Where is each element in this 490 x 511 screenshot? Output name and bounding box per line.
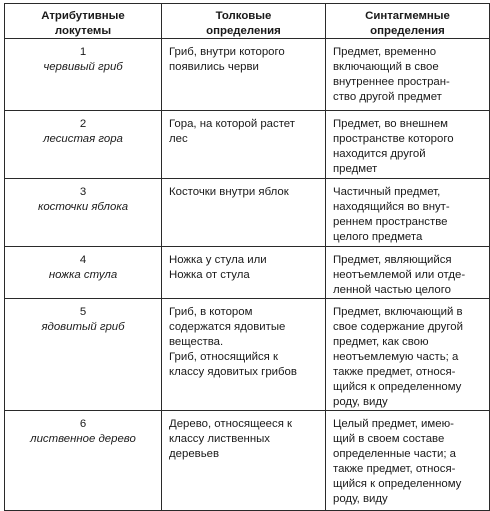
explanatory-definition-cell — [162, 179, 326, 247]
definition-line: роду, виду — [333, 493, 388, 505]
definition-line: включающий в свое — [333, 61, 439, 73]
explanatory-definition-cell — [162, 299, 326, 411]
definition-line: внутреннее простран- — [333, 76, 450, 88]
header-line: Атрибутивные — [41, 10, 125, 22]
definition-line: реннем пространстве — [333, 216, 448, 228]
locuteme-term: лесистая гора — [43, 133, 123, 145]
locuteme-cell — [5, 411, 162, 511]
syntagmeme-definition-cell — [326, 411, 490, 511]
definition-line: находящийся во внут- — [333, 201, 450, 213]
definition-line: классу ядовитых грибов — [169, 366, 297, 378]
table-row — [5, 299, 490, 411]
row-number: 1 — [79, 46, 87, 58]
explanatory-definition-cell — [162, 247, 326, 299]
definition-line: Частичный предмет, — [333, 186, 441, 198]
row-number: 5 — [79, 306, 87, 318]
syntagmeme-definition-cell — [326, 179, 490, 247]
definition-line: ство другой предмет — [333, 91, 442, 103]
syntagmeme-definition-cell — [326, 247, 490, 299]
explanatory-definition-cell — [162, 411, 326, 511]
definition-line: вещества. — [169, 336, 224, 348]
definition-line: щийся к определенному — [333, 381, 462, 393]
definition-line: Гриб, относящийся к — [169, 351, 278, 363]
definitions-table — [4, 3, 490, 511]
definition-line: Гриб, внутри которого — [169, 46, 285, 58]
header-syntagmeme-definitions — [326, 4, 490, 39]
locuteme-cell — [5, 39, 162, 111]
definition-line: Предмет, являющийся — [333, 254, 452, 266]
definition-line: пространстве которого — [333, 133, 454, 145]
row-number: 4 — [79, 254, 87, 266]
definition-line: Ножка у стула или — [169, 254, 267, 266]
definition-line: находится другой — [333, 148, 426, 160]
row-number: 6 — [79, 418, 87, 430]
header-line: Синтагмемные — [365, 10, 450, 22]
definition-line: Дерево, относящееся к — [169, 418, 293, 430]
definition-line: ленной частью целого — [333, 284, 451, 296]
syntagmeme-definition-cell — [326, 39, 490, 111]
definition-line: деревьев — [169, 448, 220, 460]
definition-line: свое содержание другой — [333, 321, 463, 333]
locuteme-term: ножка стула — [48, 269, 118, 281]
definition-line: щийся к определенному — [333, 478, 462, 490]
locuteme-cell — [5, 111, 162, 179]
definition-line: щий в своем составе — [333, 433, 445, 445]
definition-line: Целый предмет, имею- — [333, 418, 454, 430]
row-number: 2 — [79, 118, 87, 130]
definition-line: лес — [169, 133, 188, 145]
header-line: определения — [206, 24, 281, 37]
table-row — [5, 111, 490, 179]
definition-line: роду, виду — [333, 396, 388, 408]
syntagmeme-definition-cell — [326, 299, 490, 411]
definition-line: предмет — [333, 163, 378, 175]
definition-line: предмет, как свою — [333, 336, 429, 348]
header-line: локутемы — [54, 24, 112, 37]
definition-line: Гора, на которой растет — [169, 118, 295, 130]
table-row — [5, 39, 490, 111]
locuteme-cell — [5, 179, 162, 247]
explanatory-definition-cell — [162, 111, 326, 179]
table-row — [5, 179, 490, 247]
definition-line: Предмет, временно — [333, 46, 437, 58]
definition-line: Предмет, включающий в — [333, 306, 463, 318]
definition-line: появились черви — [169, 61, 259, 73]
table-row — [5, 411, 490, 511]
locuteme-term: лиственное дерево — [30, 433, 136, 445]
syntagmeme-definition-cell — [326, 111, 490, 179]
header-explanatory-definitions — [162, 4, 326, 39]
definition-line: неотъемлемой или отде- — [333, 269, 466, 281]
definition-line: классу лиственных — [169, 433, 270, 445]
table-header-row — [5, 4, 490, 39]
locuteme-term: косточки яблока — [37, 201, 129, 213]
table-row — [5, 247, 490, 299]
header-attributive-locutemes — [5, 4, 162, 39]
definition-line: Гриб, в котором — [169, 306, 253, 318]
locuteme-term: червивый гриб — [43, 61, 123, 73]
definition-line: определенные части; а — [333, 448, 456, 460]
row-number: 3 — [79, 186, 87, 198]
header-line: определения — [370, 24, 445, 37]
definition-line: Ножка от стула — [169, 269, 250, 281]
header-line: Толковые — [215, 10, 272, 22]
definition-line: также предмет, относя- — [333, 463, 456, 475]
definition-line: целого предмета — [333, 231, 423, 243]
definition-line: неотъемлемую часть; а — [333, 351, 459, 363]
locuteme-term: ядовитый гриб — [41, 321, 125, 333]
definition-line: Косточки внутри яблок — [169, 186, 289, 198]
definition-line: также предмет, относя- — [333, 366, 456, 378]
locuteme-cell — [5, 247, 162, 299]
explanatory-definition-cell — [162, 39, 326, 111]
locuteme-cell — [5, 299, 162, 411]
definition-line: Предмет, во внешнем — [333, 118, 449, 130]
definition-line: содержатся ядовитые — [169, 321, 286, 333]
